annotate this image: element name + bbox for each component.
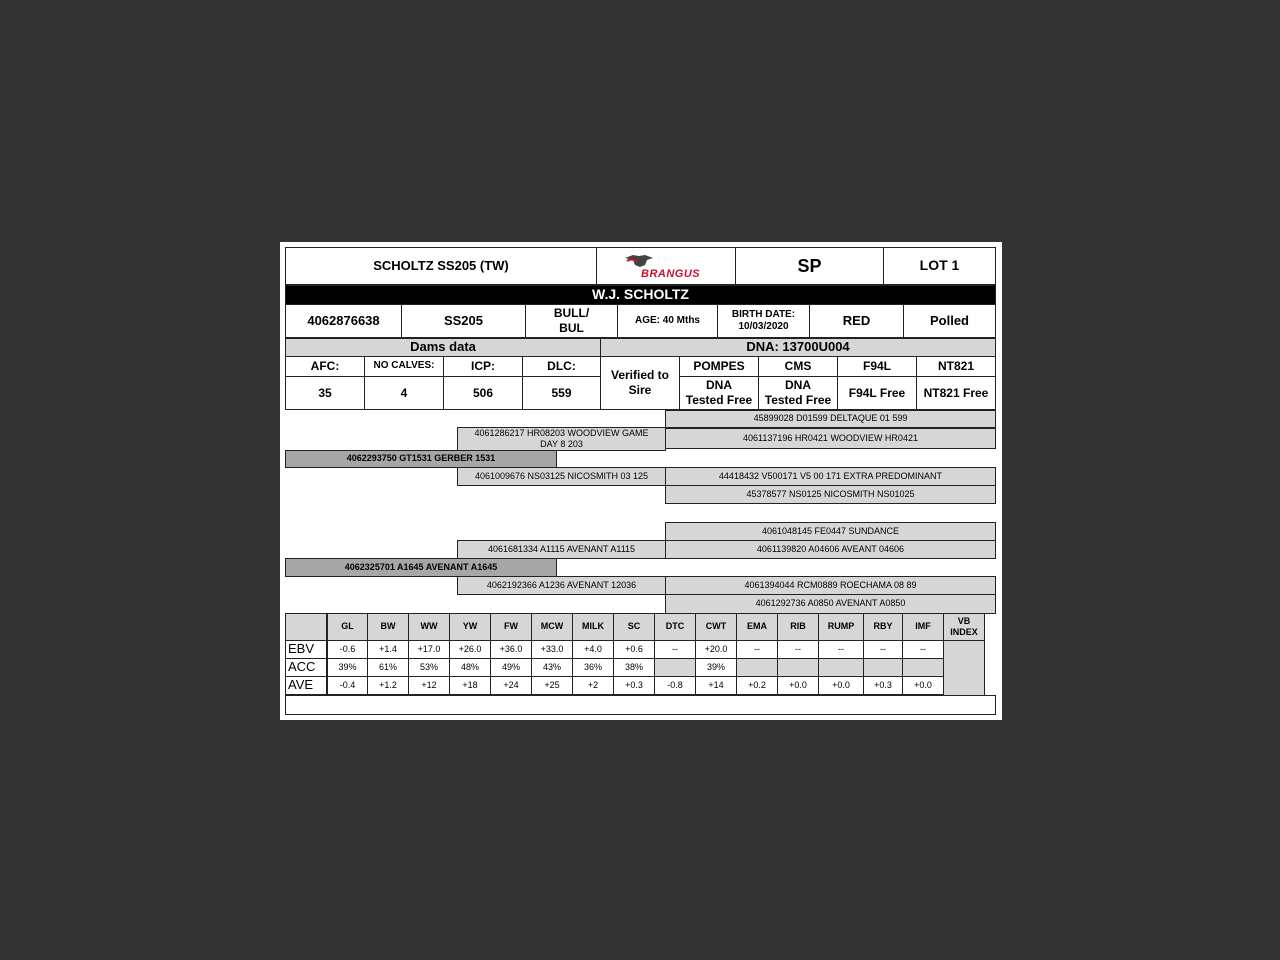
ebv-column-header: BW <box>367 613 409 641</box>
ebv-cell: +26.0 <box>449 640 491 659</box>
pedigree-sire-dam-dam: 45378577 NS0125 NICOSMITH NS01025 <box>665 485 996 504</box>
pedigree-sire: 4062293750 GT1531 GERBER 1531 <box>285 450 557 468</box>
ebv-column-header: MCW <box>531 613 573 641</box>
afc-value: 35 <box>285 376 365 410</box>
ebv-cell <box>863 658 903 677</box>
ebv-cell: +12 <box>408 676 450 695</box>
dna-title: DNA: 13700U004 <box>600 338 996 357</box>
pedigree-sire-dam-sire: 44418432 V500171 V5 00 171 EXTRA PREDOMINANT <box>665 467 996 486</box>
sex: BULL/ BUL <box>525 304 618 338</box>
f94l-value: F94L Free <box>837 376 917 410</box>
verified-to-sire: Verified to Sire <box>600 356 680 410</box>
bull-head-icon <box>623 252 657 268</box>
f94l-header: F94L <box>837 356 917 377</box>
ebv-cell: +0.3 <box>863 676 903 695</box>
ebv-cell: -- <box>736 640 778 659</box>
ebv-column-header: SC <box>613 613 655 641</box>
ebv-cell: +0.0 <box>902 676 944 695</box>
ebv-cell: +18 <box>449 676 491 695</box>
ebv-column-header: VB INDEX <box>943 613 985 641</box>
ebv-cell: +33.0 <box>531 640 573 659</box>
pedigree-sire-sire-dam: 4061137196 HR0421 WOODVIEW HR0421 <box>665 428 996 449</box>
ebv-cell: +24 <box>490 676 532 695</box>
ebv-cell: -0.6 <box>327 640 368 659</box>
ebv-column-header: EMA <box>736 613 778 641</box>
birth-date: BIRTH DATE: 10/03/2020 <box>717 304 810 338</box>
ebv-cell: 48% <box>449 658 491 677</box>
pedigree-dam-dam-sire: 4061394044 RCM0889 ROECHAMA 08 89 <box>665 576 996 595</box>
ebv-cell: +0.6 <box>613 640 655 659</box>
ebv-column-header: GL <box>327 613 368 641</box>
ebv-cell: -- <box>818 640 864 659</box>
ebv-cell: +0.0 <box>818 676 864 695</box>
no-calves-value: 4 <box>364 376 444 410</box>
ebv-column-header: YW <box>449 613 491 641</box>
footer-row <box>285 695 996 715</box>
pedigree-dam-sire-dam: 4061139820 A04606 AVEANT 04606 <box>665 540 996 559</box>
horn-status: Polled <box>903 304 996 338</box>
ebv-column-header: FW <box>490 613 532 641</box>
cms-value: DNA Tested Free <box>758 376 838 410</box>
ebv-cell: +0.3 <box>613 676 655 695</box>
breeder-name: W.J. SCHOLTZ <box>285 285 996 305</box>
ebv-cell: +36.0 <box>490 640 532 659</box>
ebv-column-header: DTC <box>654 613 696 641</box>
ebv-cell: 39% <box>695 658 737 677</box>
pedigree-dam-sire: 4061681334 A1115 AVENANT A1115 <box>457 540 666 559</box>
pompes-header: POMPES <box>679 356 759 377</box>
ebv-cell: -- <box>777 640 819 659</box>
icp-value: 506 <box>443 376 523 410</box>
ebv-cell <box>902 658 944 677</box>
dlc-header: DLC: <box>522 356 601 377</box>
ebv-cell: 38% <box>613 658 655 677</box>
pedigree-dam-dam-dam: 4061292736 A0850 AVENANT A0850 <box>665 594 996 614</box>
brangus-logo <box>596 247 736 285</box>
ebv-cell: -- <box>863 640 903 659</box>
ebv-cell: +1.2 <box>367 676 409 695</box>
ebv-cell <box>736 658 778 677</box>
ebv-cell: 53% <box>408 658 450 677</box>
ebv-row-label: AVE <box>285 676 327 695</box>
ebv-column-header: RUMP <box>818 613 864 641</box>
age: AGE: 40 Mths <box>617 304 718 338</box>
logo-text: BRANGUS <box>641 268 701 280</box>
ebv-cell: +1.4 <box>367 640 409 659</box>
pedigree-dam-dam: 4062192366 A1236 AVENANT 12036 <box>457 576 666 595</box>
ebv-column-header: RBY <box>863 613 903 641</box>
ebv-cell: +4.0 <box>572 640 614 659</box>
ebv-cell <box>654 658 696 677</box>
animal-name: SCHOLTZ SS205 (TW) <box>285 247 597 285</box>
colour: RED <box>809 304 904 338</box>
ebv-column-header: MILK <box>572 613 614 641</box>
no-calves-header: NO CALVES: <box>364 356 444 377</box>
ebv-cell: +20.0 <box>695 640 737 659</box>
code-label: SP <box>735 247 884 285</box>
ebv-cell: 43% <box>531 658 573 677</box>
ebv-cell: 36% <box>572 658 614 677</box>
lot-number: LOT 1 <box>883 247 996 285</box>
tag-number: SS205 <box>401 304 526 338</box>
ebv-cell: 49% <box>490 658 532 677</box>
pedigree-dam: 4062325701 A1645 AVENANT A1645 <box>285 558 557 577</box>
dlc-value: 559 <box>522 376 601 410</box>
ebv-row-label: ACC <box>285 658 327 677</box>
ebv-cell: 61% <box>367 658 409 677</box>
ebv-cell: +25 <box>531 676 573 695</box>
ebv-cell: +17.0 <box>408 640 450 659</box>
vb-index-cell <box>943 640 985 696</box>
icp-header: ICP: <box>443 356 523 377</box>
ebv-cell <box>818 658 864 677</box>
registration-number: 4062876638 <box>285 304 402 338</box>
ebv-row-label: EBV <box>285 640 327 659</box>
ebv-cell: -0.4 <box>327 676 368 695</box>
ebv-column-header: CWT <box>695 613 737 641</box>
ebv-cell <box>777 658 819 677</box>
ebv-cell: +2 <box>572 676 614 695</box>
lot-card <box>280 242 1002 720</box>
nt821-header: NT821 <box>916 356 996 377</box>
nt821-value: NT821 Free <box>916 376 996 410</box>
pompes-value: DNA Tested Free <box>679 376 759 410</box>
ebv-cell: -- <box>654 640 696 659</box>
pedigree-sire-dam: 4061009676 NS03125 NICOSMITH 03 125 <box>457 467 666 486</box>
ebv-cell: -- <box>902 640 944 659</box>
ebv-cell: -0.8 <box>654 676 696 695</box>
ebv-cell: 39% <box>327 658 368 677</box>
ebv-cell: +0.0 <box>777 676 819 695</box>
ebv-column-header: WW <box>408 613 450 641</box>
dams-data-title: Dams data <box>285 338 601 357</box>
ebv-cell: +14 <box>695 676 737 695</box>
ebv-column-header: RIB <box>777 613 819 641</box>
ebv-cell: +0.2 <box>736 676 778 695</box>
cms-header: CMS <box>758 356 838 377</box>
afc-header: AFC: <box>285 356 365 377</box>
ebv-corner <box>285 613 327 641</box>
pedigree-sire-sire-sire: 45899028 D01599 DELTAQUE 01 599 <box>665 410 996 428</box>
pedigree-dam-sire-sire: 4061048145 FE0447 SUNDANCE <box>665 522 996 541</box>
ebv-column-header: IMF <box>902 613 944 641</box>
pedigree-sire-sire: 4061286217 HR08203 WOODVIEW GAME DAY 8 203 <box>457 427 666 451</box>
